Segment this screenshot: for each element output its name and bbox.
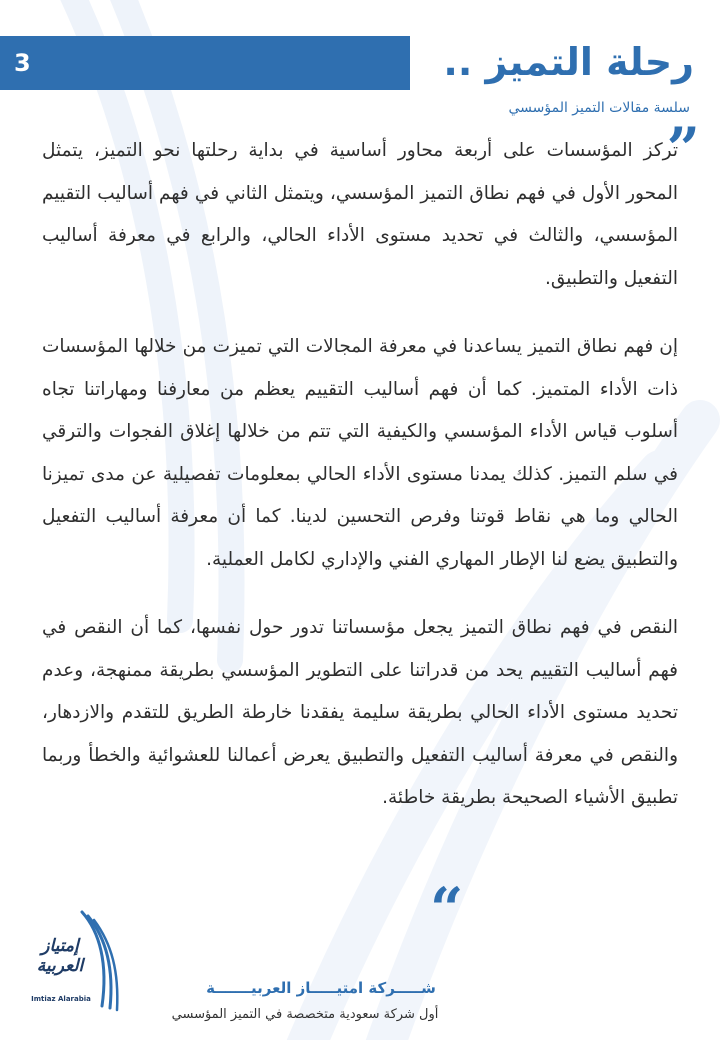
page-number: 3 (14, 49, 31, 77)
paragraph-1: تركز المؤسسات على أربعة محاور أساسية في بداية رحلتها نحو التميز، يتمثل المحور الأول في فهم نطاق التميز المؤسسي، ويتمثل الثاني في فهم أساليب التقييم المؤسسي، والثالث في تحديد مستوى الأداء الحالي، والرابع في معرفة أساليب التفعيل والتطبيق. (42, 140, 678, 289)
paragraph-2: إن فهم نطاق التميز يساعدنا في معرفة المجالات التي تميزت من خلالها المؤسسات ذات الأداء المتميز. كما أن فهم أساليب التقييم يعظم من معارفنا ومهاراتنا تجاه أسلوب قياس الأداء المؤسسي والكيفية التي تتم من خلالها إغلاق الفجوات والترقي في سلم التميز. كذلك يمدنا مستوى الأداء الحالي بمعلومات تفصيلية عن مدى تميزنا الحالي وما هي نقاط قوتنا وفرص التحسين لدينا. كما أن معرفة أساليب التفعيل والتطبيق يضع لنا الإطار المهاري الفني والإداري لكامل العملية. (42, 336, 678, 570)
logo-text-line2: العربية (36, 956, 84, 976)
series-subtitle: سلسة مقالات التميز المؤسسي (508, 100, 690, 116)
closing-quote-icon: “ (430, 875, 464, 943)
opening-quote-icon: ” (666, 115, 700, 183)
paragraph-3: النقص في فهم نطاق التميز يجعل مؤسساتنا تدور حول نفسها، كما أن النقص في فهم أساليب التقييم يحد من قدراتنا على التطوير المؤسسي بطريقة ممنهجة، وعدم تحديد مستوى الأداء الحالي بطريقة سليمة يفقدنا خارطة الطريق للتقدم والازدهار، والنقص في معرفة أساليب التفعيل والتطبيق يعرض أعمالنا للعشوائية والخطأ وربما تطبيق الأشياء الصحيحة بطريقة خاطئة. (42, 617, 678, 808)
company-name: شـــــركة امتيـــــاز العربيـــــــة (206, 979, 436, 997)
company-tagline: أول شركة سعودية متخصصة في التميز المؤسسي (171, 1007, 439, 1022)
page-number-bar (0, 36, 410, 90)
logo-latin-text: Imtiaz Alarabia (31, 995, 91, 1003)
article-body (42, 130, 678, 846)
page-title: رحلة التميز .. (443, 40, 694, 84)
logo-text-line1: إمتياز (41, 936, 79, 956)
